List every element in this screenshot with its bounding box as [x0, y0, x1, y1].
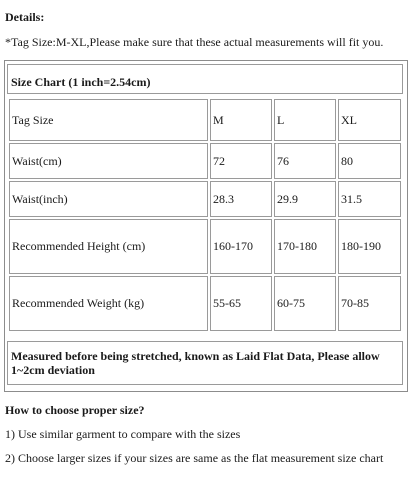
size-chart-title: Size Chart (1 inch=2.54cm) — [7, 64, 403, 94]
row-label: Waist(cm) — [9, 143, 208, 179]
size-l-cell: L — [274, 99, 336, 141]
size-chart — [4, 60, 408, 392]
size-tip: 2) Choose larger sizes if your sizes are same as the flat measurement size chart — [5, 451, 384, 465]
size-xl-cell: 70-85 — [338, 276, 401, 331]
row-label: Tag Size — [9, 99, 208, 141]
tag-size-note: *Tag Size:M-XL,Please make sure that these actual measurements will fit you. — [5, 35, 384, 49]
size-m-cell: 28.3 — [210, 181, 272, 217]
size-table — [7, 97, 403, 333]
table-row — [9, 99, 401, 141]
measurement-note: Measured before being stretched, known as Laid Flat Data, Please allow 1~2cm deviation — [7, 341, 403, 385]
size-m-cell: 72 — [210, 143, 272, 179]
size-xl-cell: XL — [338, 99, 401, 141]
size-l-cell: 76 — [274, 143, 336, 179]
how-to-choose-heading: How to choose proper size? — [5, 403, 145, 417]
row-label: Waist(inch) — [9, 181, 208, 217]
details-heading: Details: — [5, 10, 45, 24]
size-xl-cell: 180-190 — [338, 219, 401, 274]
size-xl-cell: 31.5 — [338, 181, 401, 217]
size-l-cell: 170-180 — [274, 219, 336, 274]
row-label: Recommended Height (cm) — [9, 219, 208, 274]
table-row — [9, 276, 401, 331]
size-l-cell: 29.9 — [274, 181, 336, 217]
row-label: Recommended Weight (kg) — [9, 276, 208, 331]
size-m-cell: 160-170 — [210, 219, 272, 274]
table-row — [9, 181, 401, 217]
size-m-cell: 55-65 — [210, 276, 272, 331]
size-l-cell: 60-75 — [274, 276, 336, 331]
size-tip: 1) Use similar garment to compare with the sizes — [5, 427, 241, 441]
table-row — [9, 143, 401, 179]
size-m-cell: M — [210, 99, 272, 141]
table-row — [9, 219, 401, 274]
size-xl-cell: 80 — [338, 143, 401, 179]
